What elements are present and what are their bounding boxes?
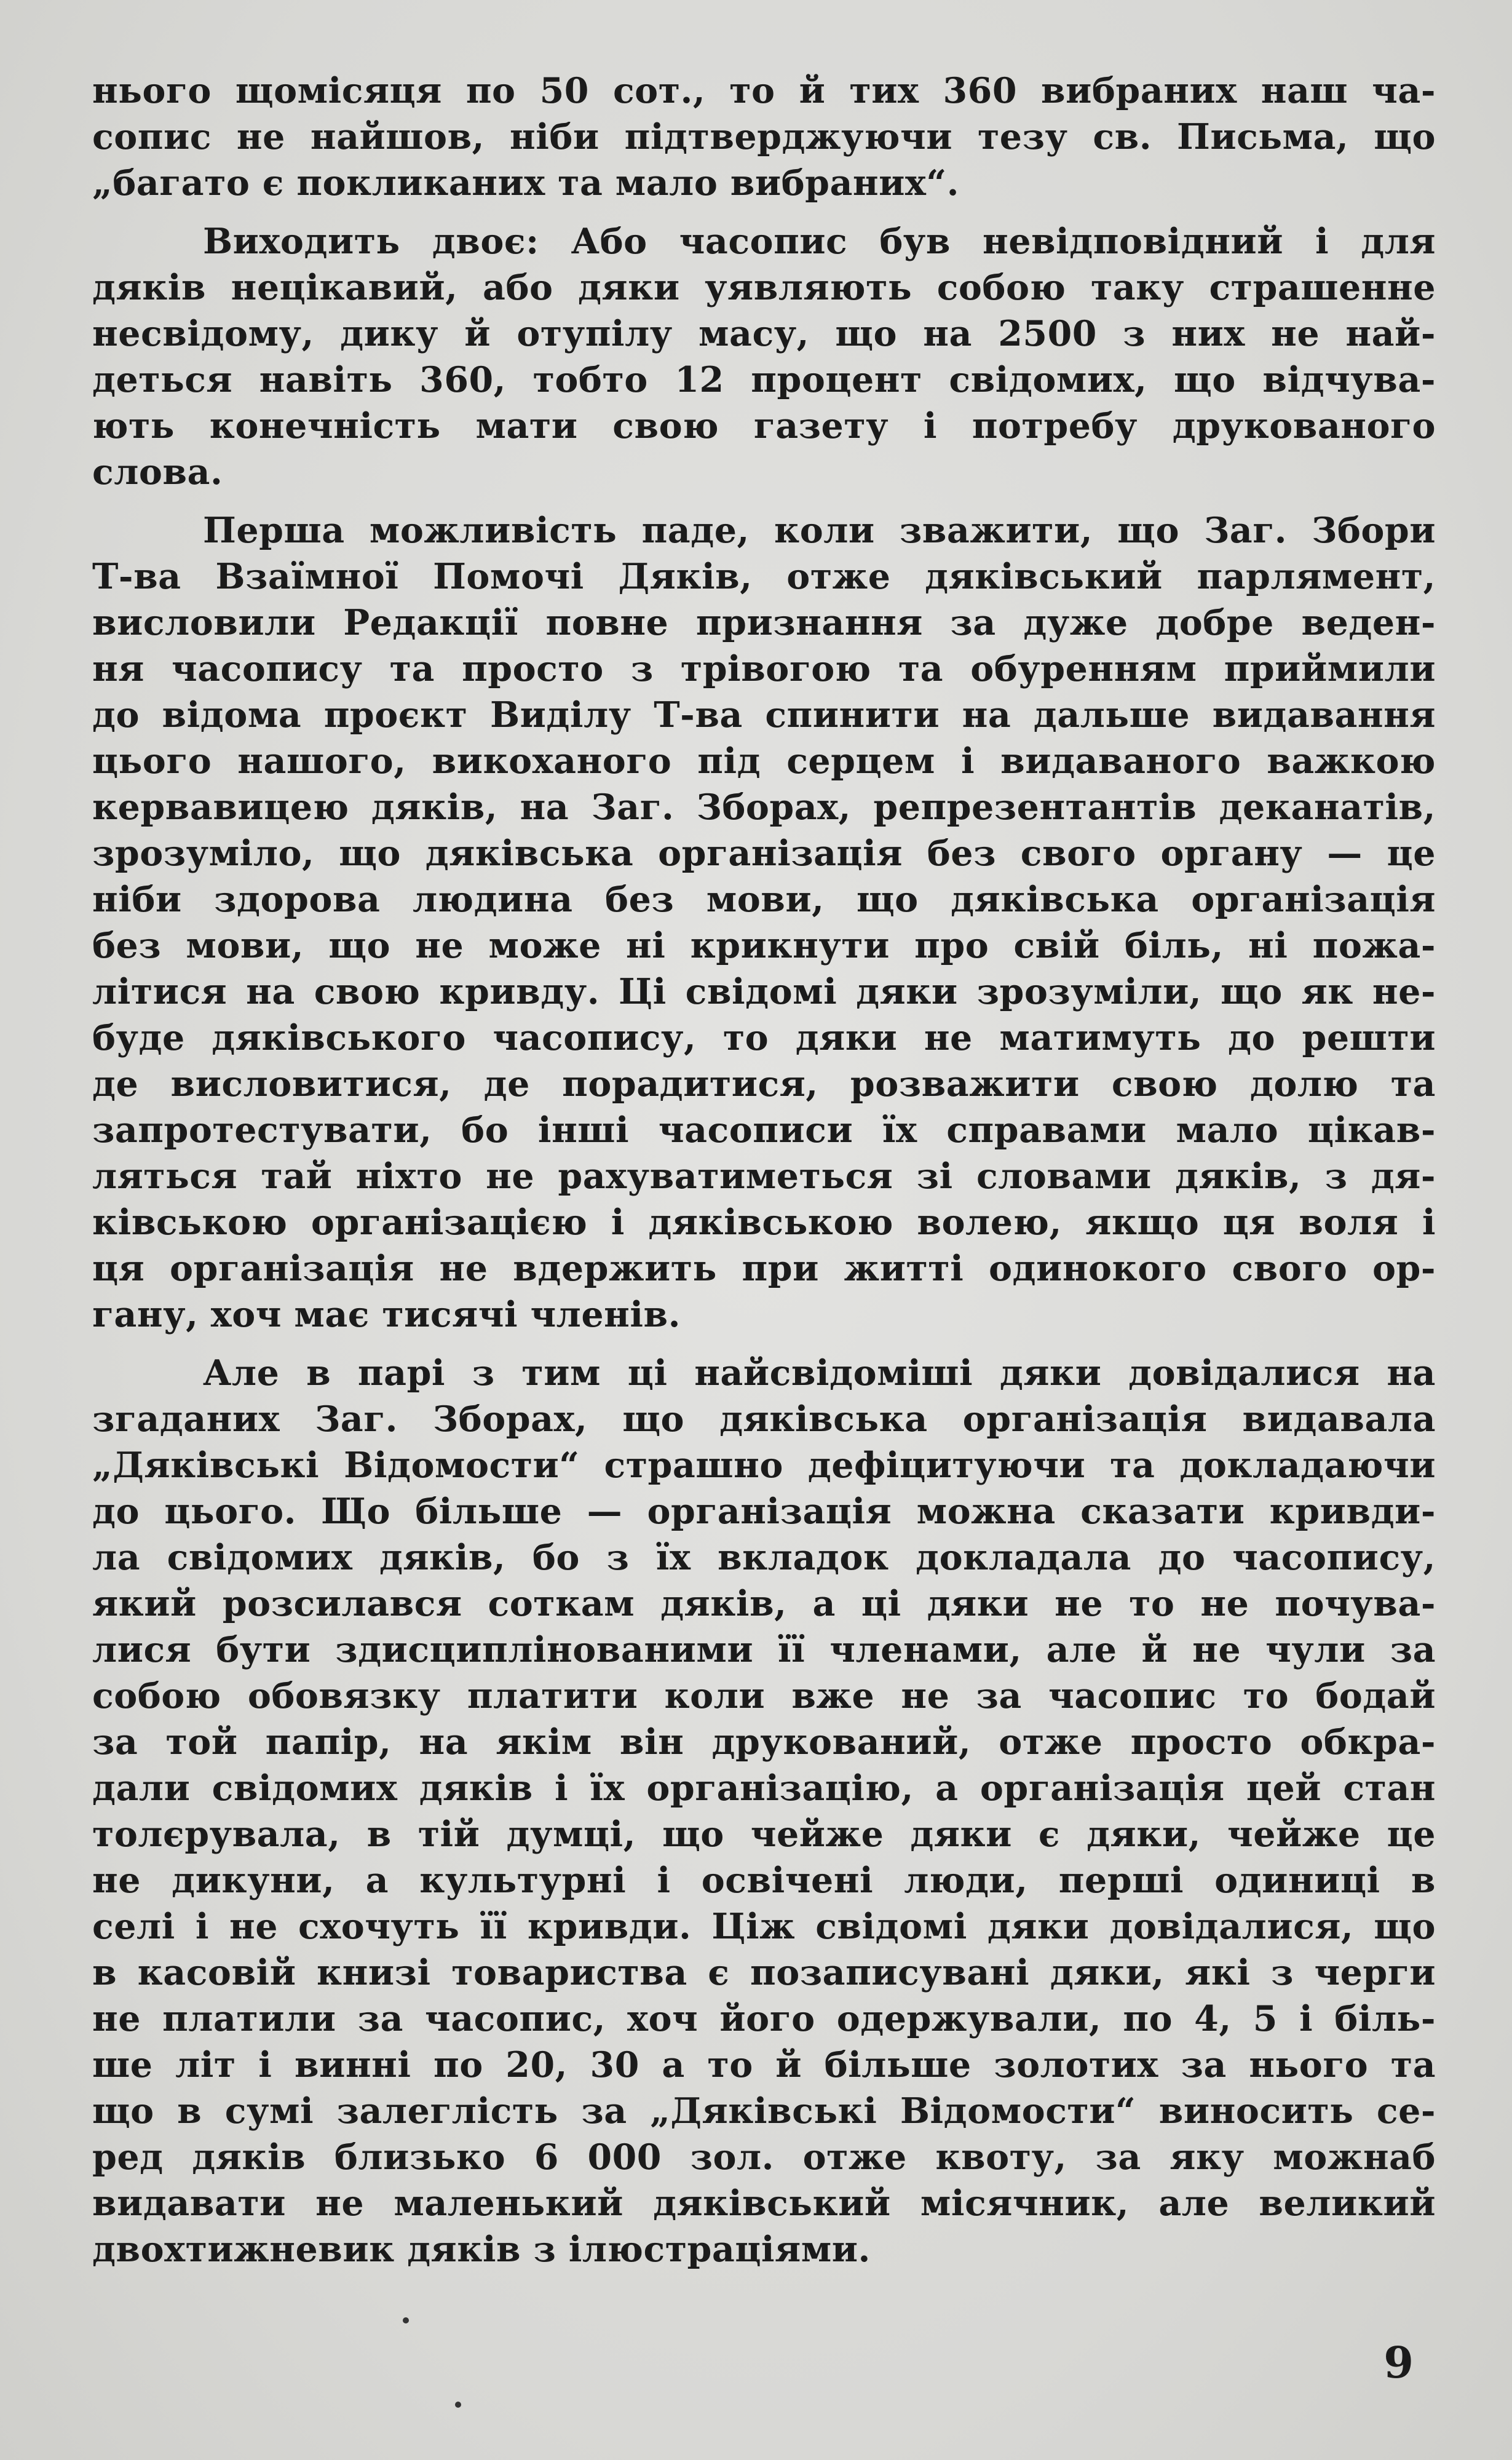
text-line: слова. xyxy=(92,451,223,493)
text-line: не платили за часопис, хоч його одержували, по 4, 5 і біль- xyxy=(92,1998,1436,2039)
text-line: дяків нецікавий, або дяки уявляють собою таку страшенне xyxy=(92,267,1436,308)
text-line: несвідому, дику й отупілу масу, що на 2500 з них не най- xyxy=(92,313,1436,354)
text-line: сопис не найшов, ніби підтверджуючи тезу св. Письма, що xyxy=(92,116,1436,157)
print-speck xyxy=(403,2317,409,2323)
body-text xyxy=(92,68,1436,2285)
text-line: нього щомісяця по 50 сот., то й тих 360 вибраних наш ча- xyxy=(92,70,1436,111)
text-line: літися на свою кривду. Ці свідомі дяки зрозуміли, що як не- xyxy=(92,971,1436,1012)
text-line: за той папір, на якім він друкований, отже просто обкра- xyxy=(92,1721,1436,1763)
paragraph-3 xyxy=(92,507,1436,1338)
paragraph-2 xyxy=(92,218,1436,495)
paragraph-1 xyxy=(92,68,1436,206)
text-line: ківською організацією і дяківською волею, якщо ця воля і xyxy=(92,1202,1436,1243)
text-line: Т-ва Взаїмної Помочі Дяків, отже дяківський парлямент, xyxy=(92,556,1436,597)
text-line: зрозуміло, що дяківська організація без свого органу — це xyxy=(92,833,1436,874)
text-line: Але в парі з тим ці найсвідоміші дяки довідалися на xyxy=(203,1352,1436,1394)
text-line: без мови, що не може ні крикнути про свій біль, ні пожа- xyxy=(92,925,1436,966)
text-line: Перша можливість паде, коли зважити, що Заг. Збори xyxy=(203,510,1436,551)
text-line: висловили Редакції повне признання за дуже добре веден- xyxy=(92,602,1436,643)
text-line: не дикуни, а культурні і освічені люди, перші одиниці в xyxy=(92,1860,1436,1901)
print-speck xyxy=(455,2402,461,2408)
text-line: де висловитися, де порадитися, розважити свою долю та xyxy=(92,1063,1436,1105)
text-line: кервавицею дяків, на Заг. Зборах, репрезентантів деканатів, xyxy=(92,787,1436,828)
paragraph-4 xyxy=(92,1350,1436,2272)
text-line: до відома проєкт Виділу Т-ва спинити на дальше видавання xyxy=(92,694,1436,736)
text-line: двохтижневик дяків з ілюстраціями. xyxy=(92,2229,871,2270)
text-line: гану, хоч має тисячі членів. xyxy=(92,1294,681,1335)
text-line: ніби здорова людина без мови, що дяківська організація xyxy=(92,879,1436,920)
text-line: який розсилався соткам дяків, а ці дяки не то не почува- xyxy=(92,1583,1436,1624)
text-line: що в сумі залеглість за „Дяківські Відомости“ виносить се- xyxy=(92,2090,1436,2132)
text-line: буде дяківського часопису, то дяки не матимуть до решти xyxy=(92,1017,1436,1058)
text-line: ця організація не вдержить при житті одинокого свого ор- xyxy=(92,1248,1436,1289)
text-line: лися бути здисциплінованими її членами, але й не чули за xyxy=(92,1629,1436,1670)
text-line: згаданих Заг. Зборах, що дяківська організація видавала xyxy=(92,1399,1436,1440)
text-line: в касовій книзі товариства є позаписувані дяки, які з черги xyxy=(92,1952,1436,1993)
text-line: собою обовязку платити коли вже не за часопис то бодай xyxy=(92,1675,1436,1716)
text-line: толєрувала, в тій думці, що чейже дяки є дяки, чейже це xyxy=(92,1814,1436,1855)
text-line: „Дяківські Відомости“ страшно дефіцитуючи та докладаючи xyxy=(92,1445,1436,1486)
text-line: дали свідомих дяків і їх організацію, а організація цей стан xyxy=(92,1768,1436,1809)
text-line: ла свідомих дяків, бо з їх вкладок докладала до часопису, xyxy=(92,1537,1436,1578)
text-line: ляться тай ніхто не рахуватиметься зі словами дяків, з дя- xyxy=(92,1156,1436,1197)
text-line: видавати не маленький дяківський місячник, але великий xyxy=(92,2183,1436,2224)
text-line: до цього. Що більше — організація можна сказати кривди- xyxy=(92,1491,1436,1532)
page-number: 9 xyxy=(1383,2337,1414,2388)
text-line: Виходить двоє: Або часопис був невідповідний і для xyxy=(203,221,1436,262)
text-line: ють конечність мати свою газету і потребу друкованого xyxy=(92,405,1436,446)
text-line: запротестувати, бо інші часописи їх справами мало цікав- xyxy=(92,1109,1436,1151)
text-line: цього нашого, викоханого під серцем і видаваного важкою xyxy=(92,740,1436,782)
text-line: ня часопису та просто з трівогою та обуренням приймили xyxy=(92,648,1436,689)
text-line: ред дяків близько 6 000 зол. отже квоту, за яку можнаб xyxy=(92,2137,1436,2178)
text-line: ше літ і винні по 20, 30 а то й більше золотих за нього та xyxy=(92,2044,1436,2085)
text-line: деться навіть 360, тобто 12 процент свідомих, що відчува- xyxy=(92,359,1436,400)
text-line: селі і не схочуть її кривди. Ціж свідомі дяки довідалися, що xyxy=(92,1906,1436,1947)
text-line: „багато є покликаних та мало вибраних“. xyxy=(92,162,960,204)
